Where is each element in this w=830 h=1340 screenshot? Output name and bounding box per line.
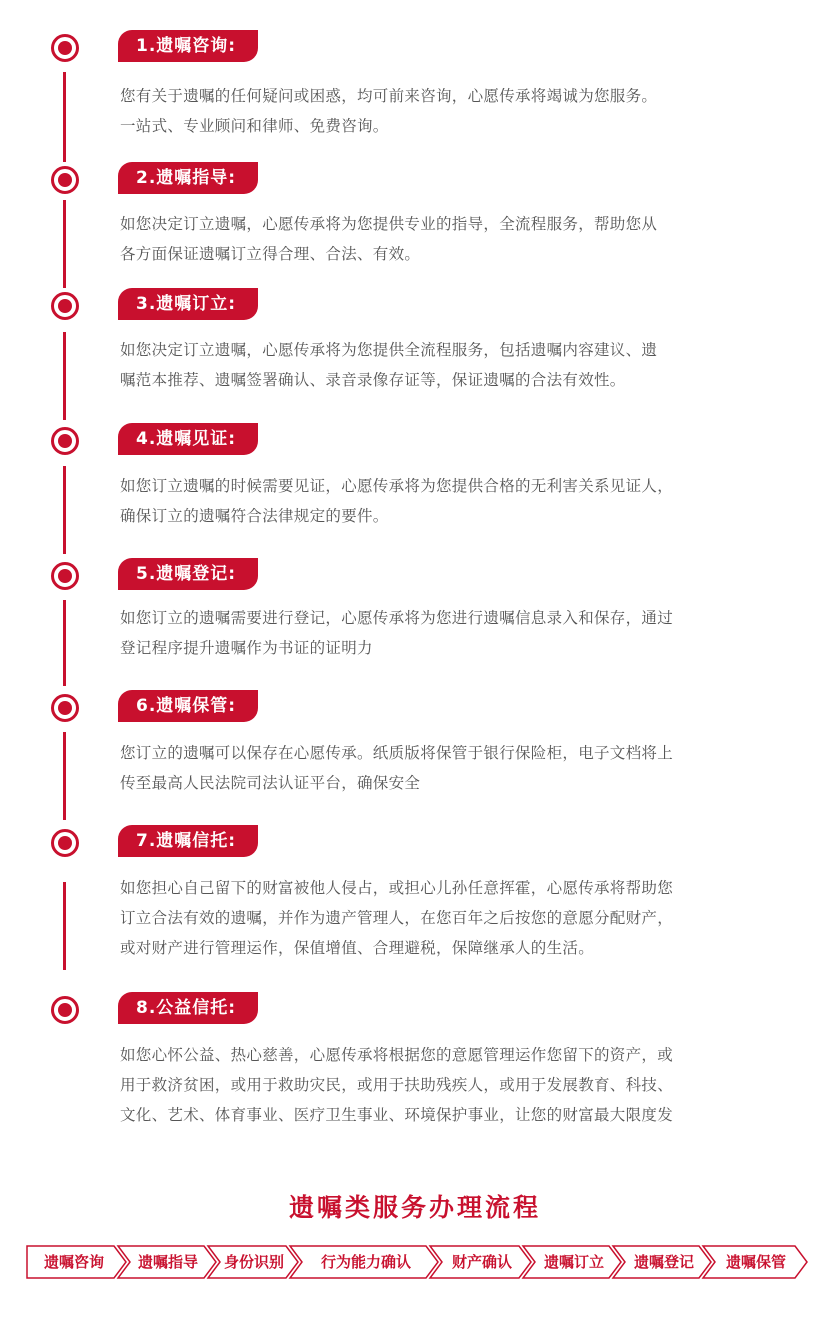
step-marker-icon (51, 427, 79, 455)
step-description (120, 335, 732, 395)
desc-line: 文化、艺术、体育事业、医疗卫生事业、环境保护事业，让您的财富最大限度发 (120, 1106, 674, 1124)
desc-line: 一站式、专业顾问和律师、免费咨询。 (120, 117, 389, 135)
step-description (120, 873, 732, 963)
step-marker-icon (51, 694, 79, 722)
flow-step-drafting: 遗嘱订立 (543, 1253, 604, 1271)
step-marker-icon (51, 34, 79, 62)
step-description (120, 471, 732, 531)
timeline-line (63, 466, 66, 554)
flow-title: 遗嘱类服务办理流程 (288, 1193, 541, 1222)
desc-line: 您有关于遗嘱的任何疑问或困惑，均可前来咨询，心愿传承将竭诚为您服务。 (120, 87, 658, 105)
step-description (120, 81, 732, 141)
flow-step-consult: 遗嘱咨询 (43, 1253, 104, 1271)
step-title: 2.遗嘱指导: (118, 162, 258, 194)
step-title: 8.公益信托: (118, 992, 258, 1024)
desc-line: 如您决定订立遗嘱，心愿传承将为您提供专业的指导，全流程服务，帮助您从 (120, 215, 658, 233)
flow-step-identity: 身份识别 (223, 1253, 284, 1271)
step-description (120, 603, 732, 663)
step-title: 4.遗嘱见证: (118, 423, 258, 455)
desc-line: 如您订立遗嘱的时候需要见证，心愿传承将为您提供合格的无利害关系见证人， (120, 477, 674, 495)
step-description (120, 209, 732, 269)
step-title: 1.遗嘱咨询: (118, 30, 258, 62)
desc-line: 订立合法有效的遗嘱，并作为遗产管理人，在您百年之后按您的意愿分配财产， (120, 909, 674, 927)
step-marker-icon (51, 562, 79, 590)
step-title: 7.遗嘱信托: (118, 825, 258, 857)
step-description (120, 1040, 732, 1130)
flow-step-custody: 遗嘱保管 (725, 1253, 786, 1271)
desc-line: 或对财产进行管理运作，保值增值、合理避税，保障继承人的生活。 (120, 939, 595, 957)
desc-line: 嘱范本推荐、遗嘱签署确认、录音录像存证等，保证遗嘱的合法有效性。 (120, 371, 626, 389)
timeline-line (63, 882, 66, 970)
step-marker-icon (51, 292, 79, 320)
timeline-line (63, 732, 66, 820)
step-marker-icon (51, 829, 79, 857)
desc-line: 如您担心自己留下的财富被他人侵占，或担心儿孙任意挥霍，心愿传承将帮助您 (120, 879, 674, 897)
desc-line: 如您订立的遗嘱需要进行登记，心愿传承将为您进行遗嘱信息录入和保存，通过 (120, 609, 674, 627)
timeline-line (63, 332, 66, 420)
desc-line: 确保订立的遗嘱符合法律规定的要件。 (120, 507, 389, 525)
flow-step-capacity: 行为能力确认 (320, 1253, 411, 1271)
timeline-line (63, 600, 66, 686)
desc-line: 登记程序提升遗嘱作为书证的证明力 (120, 639, 373, 657)
timeline-line (63, 72, 66, 162)
flow-step-registration: 遗嘱登记 (633, 1253, 694, 1271)
desc-line: 各方面保证遗嘱订立得合理、合法、有效。 (120, 245, 421, 263)
step-marker-icon (51, 166, 79, 194)
step-marker-icon (51, 996, 79, 1024)
desc-line: 传至最高人民法院司法认证平台，确保安全 (120, 774, 421, 792)
desc-line: 如您心怀公益、热心慈善，心愿传承将根据您的意愿管理运作您留下的资产，或 (120, 1046, 674, 1064)
process-flow (26, 1244, 808, 1280)
step-description (120, 738, 732, 798)
step-title: 6.遗嘱保管: (118, 690, 258, 722)
flow-step-property: 财产确认 (451, 1253, 512, 1271)
timeline-line (63, 200, 66, 288)
step-title: 5.遗嘱登记: (118, 558, 258, 590)
desc-line: 用于救济贫困，或用于救助灾民，或用于扶助残疾人，或用于发展教育、科技、 (120, 1076, 674, 1094)
step-title: 3.遗嘱订立: (118, 288, 258, 320)
desc-line: 如您决定订立遗嘱，心愿传承将为您提供全流程服务，包括遗嘱内容建议、遗 (120, 341, 658, 359)
desc-line: 您订立的遗嘱可以保存在心愿传承。纸质版将保管于银行保险柜，电子文档将上 (120, 744, 674, 762)
flow-step-guide: 遗嘱指导 (137, 1253, 198, 1271)
